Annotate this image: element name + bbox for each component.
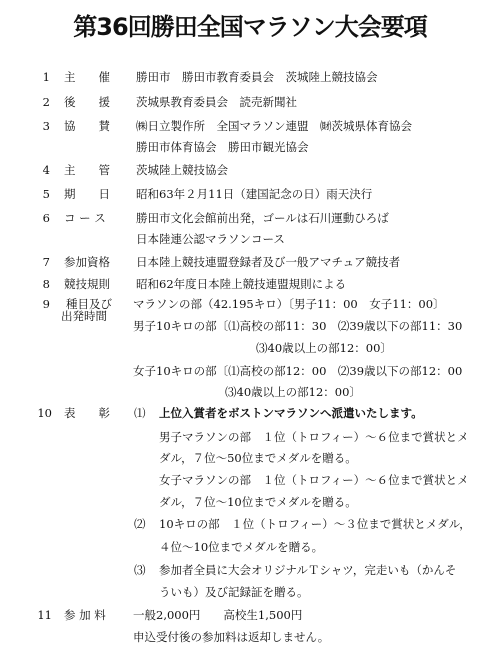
section-value: マラソンの部（42.195キロ）〔男子11：00 女子11：00〕 [133, 297, 445, 311]
section-label: コ ー ス [64, 211, 106, 225]
section-value: 昭和62年度日本陸上競技連盟規則による [136, 277, 347, 291]
section-number: 10 [37, 406, 52, 420]
section-label-line-1: 種目及び [66, 297, 112, 311]
section-number: 7 [42, 255, 50, 269]
award-marker: ⑴ [134, 406, 146, 420]
section-label: 主 催 [64, 70, 110, 84]
section-number: 4 [42, 163, 50, 177]
section-value: 男子10キロの部〔⑴高校の部11：30 ⑵39歳以下の部11：30 [133, 319, 463, 333]
section-label: 期 日 [64, 187, 110, 201]
section-value: 勝田市体育協会 勝田市観光協会 [136, 140, 309, 154]
award-text: 女子マラソンの部 １位（トロフィー）～６位まで賞状とメ [159, 473, 469, 487]
section-number: 5 [42, 187, 50, 201]
award-text: 上位入賞者をボストンマラソンへ派遣いたします。 [159, 406, 423, 420]
section-label: 参 加 料 [64, 608, 106, 622]
section-number: 8 [42, 277, 50, 291]
section-value: 勝田市 勝田市教育委員会 茨城陸上競技協会 [136, 70, 378, 84]
section-label: 主 管 [64, 163, 110, 177]
award-text: 男子マラソンの部 １位（トロフィー）～６位まで賞状とメ [159, 430, 469, 444]
award-marker: ⑶ [134, 563, 146, 577]
section-label: 協 賛 [64, 119, 110, 133]
award-text: ４位～10位までメダルを贈る。 [159, 540, 324, 554]
section-label: 後 援 [64, 95, 110, 109]
section-number: 6 [42, 211, 50, 225]
section-number: 11 [37, 608, 52, 622]
award-text: 参加者全員に大会オリジナルＴシャツ，完走いも（かんそ [159, 563, 457, 577]
section-value: ⑶40歳以上の部12：00〕 [225, 385, 361, 399]
section-value: ⑶40歳以上の部12：00〕 [256, 341, 392, 355]
section-value: 女子10キロの部〔⑴高校の部12：00 ⑵39歳以下の部12：00 [133, 364, 463, 378]
section-value: 日本陸上競技連盟登録者及び一般アマチュア競技者 [136, 255, 401, 269]
section-label: 表 彰 [64, 406, 110, 420]
document-title: 第36回勝田全国マラソン大会要項 [73, 13, 427, 41]
section-number: 9 [42, 297, 50, 311]
award-text: ダル，７位～50位までメダルを贈る。 [159, 451, 357, 465]
section-number: 2 [42, 95, 50, 109]
section-number: 1 [42, 70, 50, 84]
section-value: 茨城県教育委員会 読売新聞社 [136, 95, 297, 109]
section-value: 勝田市文化会館前出発，ゴールは石川運動ひろば [136, 211, 389, 225]
award-text: ダル，７位～10位までメダルを贈る。 [159, 495, 357, 509]
section-value: 茨城陸上競技協会 [136, 163, 228, 177]
section-label: 競技規則 [64, 277, 110, 291]
section-value: 一般2,000円 高校生1,500円 [133, 608, 303, 622]
section-value: ㈱日立製作所 全国マラソン連盟 ㈶茨城県体育協会 [136, 119, 412, 133]
award-text: 10キロの部 １位（トロフィー）～３位まで賞状とメダル， [159, 517, 471, 531]
section-value: 日本陸連公認マラソンコース [136, 232, 285, 246]
award-text: ういも）及び記録証を贈る。 [159, 585, 309, 599]
section-number: 3 [42, 119, 50, 133]
section-label: 参加資格 [64, 255, 110, 269]
section-value: 昭和63年２月11日（建国記念の日）雨天決行 [136, 187, 373, 201]
award-marker: ⑵ [134, 517, 146, 531]
section-label-line-2: 出発時間 [61, 309, 107, 323]
section-value: 申込受付後の参加料は返却しません。 [133, 630, 330, 644]
